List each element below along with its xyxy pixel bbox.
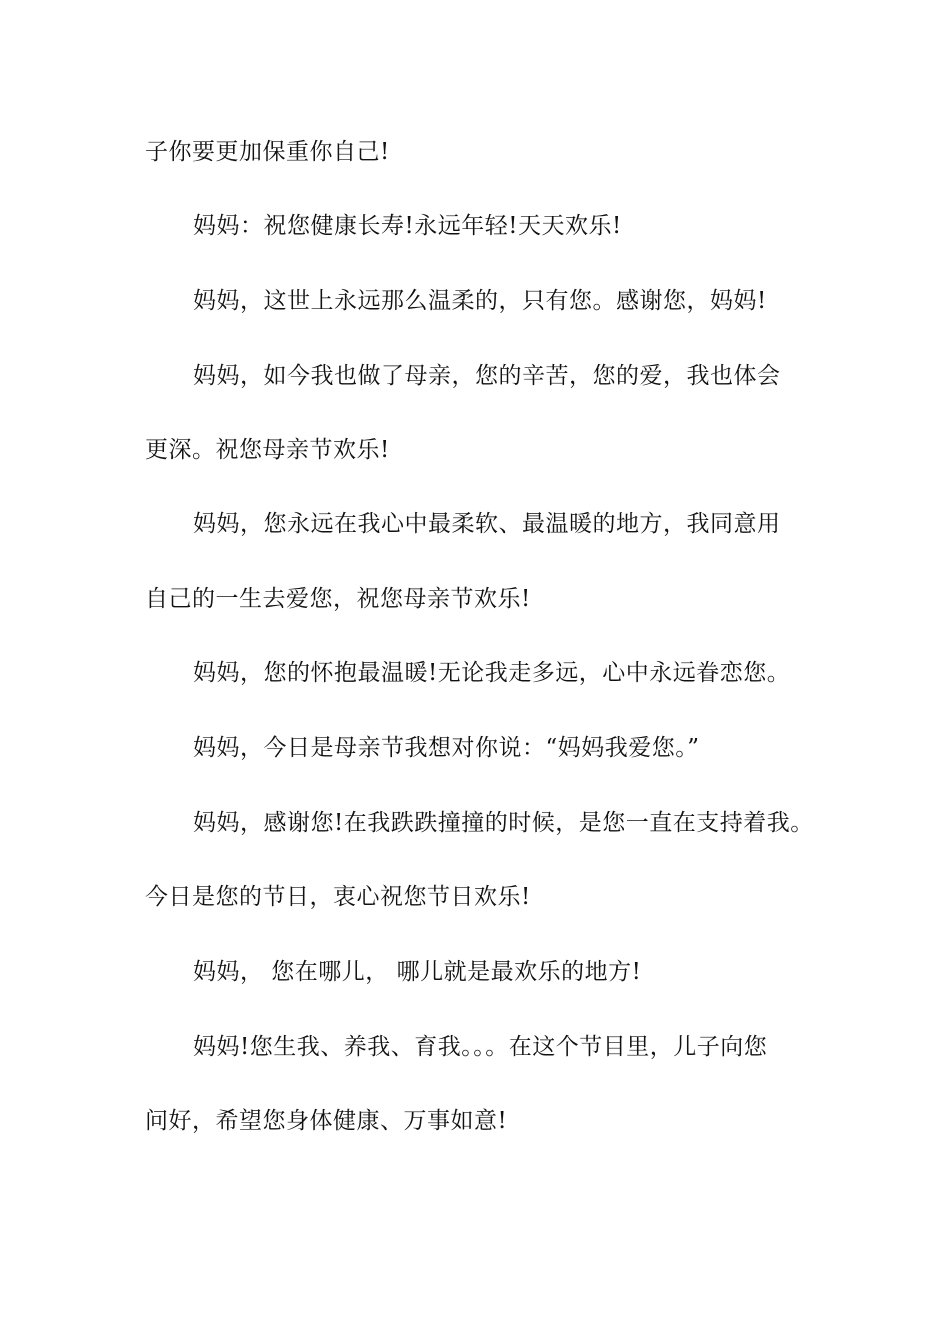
text-line: 妈妈，感谢您!在我跌跌撞撞的时候，是您一直在支持着我。 <box>193 810 814 836</box>
text-line: 妈妈， 您在哪儿， 哪儿就是最欢乐的地方! <box>193 959 642 985</box>
text-line: 妈妈，您的怀抱最温暖!无论我走多远，心中永远眷恋您。 <box>193 660 791 686</box>
text-line: 子你要更加保重你自己! <box>145 139 390 165</box>
text-line: 今日是您的节日，衷心祝您节日欢乐! <box>145 884 531 910</box>
text-line: 妈妈：祝您健康长寿!永远年轻!天天欢乐! <box>193 213 622 239</box>
text-line: 自己的一生去爱您，祝您母亲节欢乐! <box>145 586 531 612</box>
text-line: 妈妈，这世上永远那么温柔的，只有您。感谢您，妈妈! <box>193 288 767 314</box>
text-line: 妈妈，您永远在我心中最柔软、最温暖的地方，我同意用 <box>193 511 781 537</box>
text-line: 妈妈!您生我、养我、育我。。。在这个节目里，儿子向您 <box>193 1034 768 1060</box>
text-line: 妈妈，如今我也做了母亲，您的辛苦，您的爱，我也体会 <box>193 363 781 389</box>
text-line: 妈妈，今日是母亲节我想对你说：“妈妈我爱您。” <box>193 735 700 761</box>
text-line: 问好，希望您身体健康、万事如意! <box>145 1108 508 1134</box>
text-line: 更深。祝您母亲节欢乐! <box>145 437 390 463</box>
